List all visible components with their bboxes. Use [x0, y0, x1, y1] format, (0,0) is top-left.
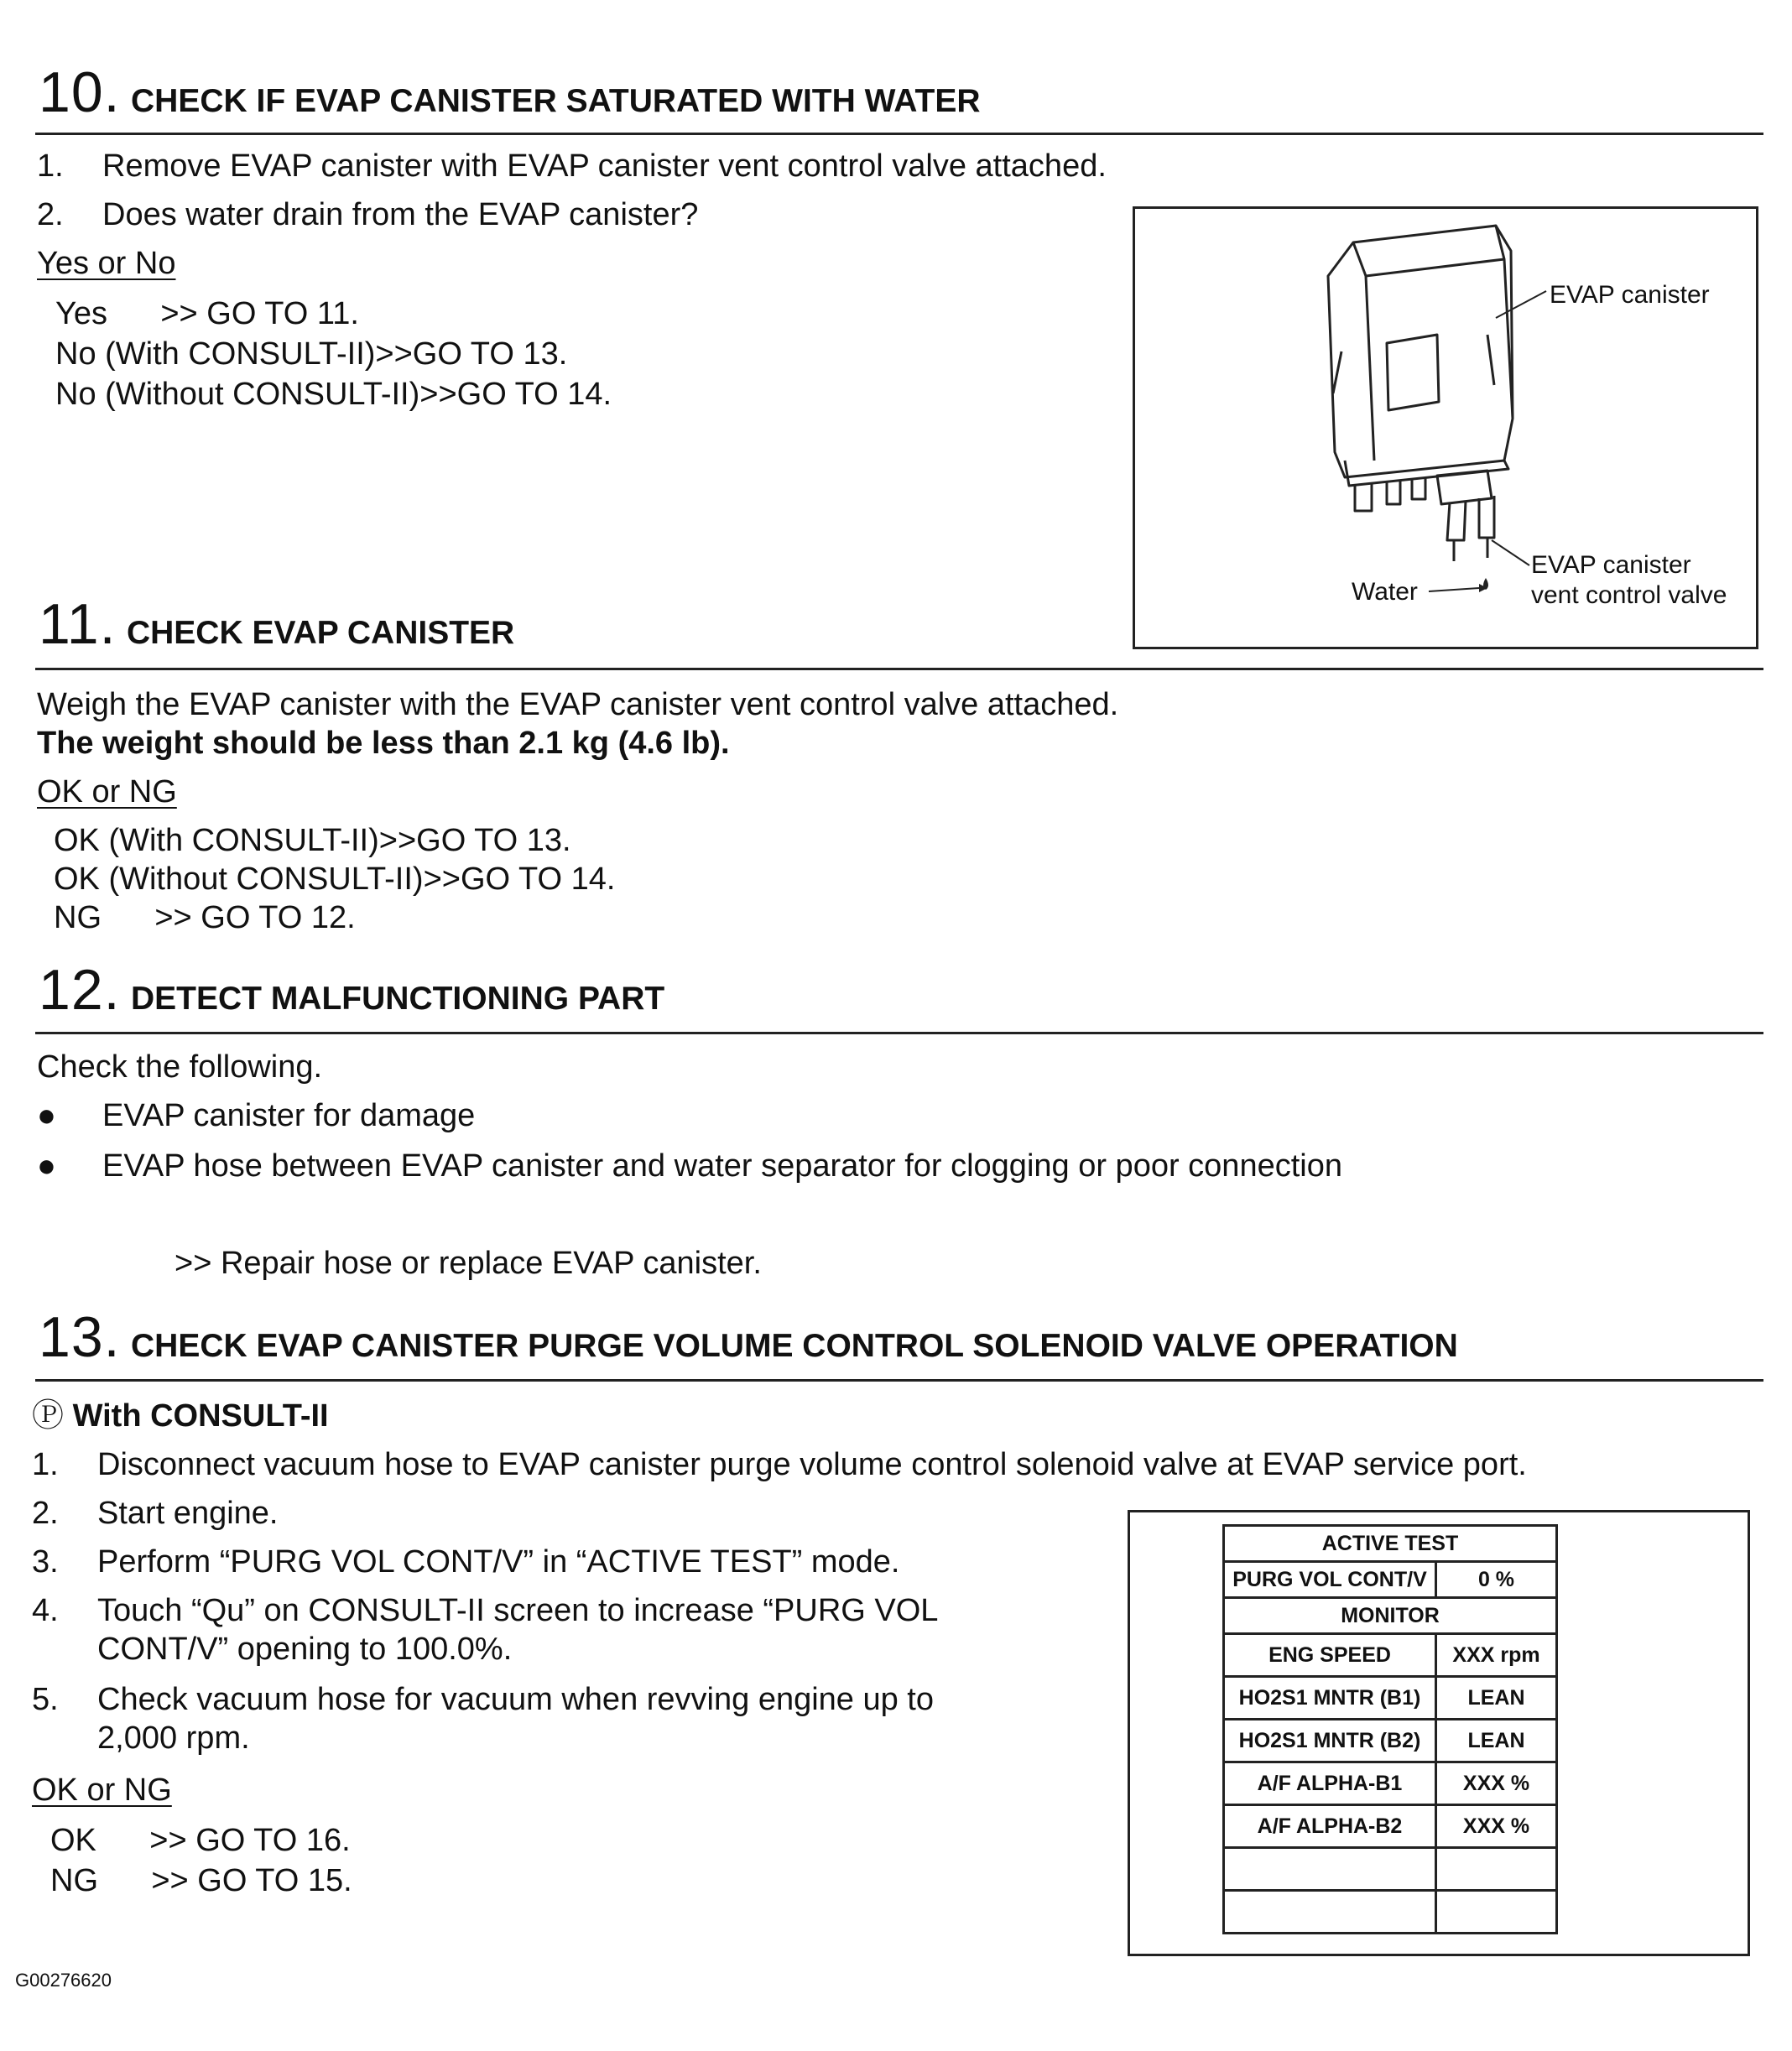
active-test-header: ACTIVE TEST	[1224, 1526, 1557, 1562]
monitor-value: XXX rpm	[1436, 1634, 1557, 1677]
result-line: Yes >> GO TO 11.	[55, 296, 359, 331]
test-item-value: 0 %	[1436, 1562, 1557, 1598]
divider	[35, 668, 1763, 670]
monitor-value: LEAN	[1436, 1720, 1557, 1762]
empty-cell	[1436, 1891, 1557, 1934]
bullet-dot: ●	[37, 1148, 56, 1184]
choice-heading: OK or NG	[32, 1773, 172, 1808]
monitor-label: ENG SPEED	[1224, 1634, 1436, 1677]
step-10-item-2: 2. Does water drain from the EVAP canister?	[37, 197, 699, 232]
monitor-label: A/F ALPHA-B2	[1224, 1805, 1436, 1848]
monitor-value: XXX %	[1436, 1762, 1557, 1805]
consult-screen-figure	[1128, 1510, 1750, 1956]
consult-icon: Ⓟ	[32, 1398, 65, 1434]
empty-cell	[1224, 1848, 1436, 1891]
step-13-item-5: 5. Check vacuum hose for vacuum when revving engine up to	[32, 1682, 934, 1717]
divider	[35, 133, 1763, 135]
step-title: CHECK EVAP CANISTER	[126, 615, 515, 651]
monitor-label: A/F ALPHA-B1	[1224, 1762, 1436, 1805]
step-number: 12.	[39, 958, 121, 1022]
monitor-label: HO2S1 MNTR (B1)	[1224, 1677, 1436, 1720]
empty-cell	[1436, 1848, 1557, 1891]
step-11-text: Weigh the EVAP canister with the EVAP canister vent control valve attached.	[37, 687, 1119, 722]
result-line: OK (Without CONSULT-II)>>GO TO 14.	[54, 862, 616, 897]
step-12-intro: Check the following.	[37, 1049, 323, 1085]
step-number: 10.	[39, 60, 121, 124]
step-11-spec: The weight should be less than 2.1 kg (4.6 lb).	[37, 726, 730, 761]
result-line: OK (With CONSULT-II)>>GO TO 13.	[54, 823, 571, 858]
step-13-subheading: Ⓟ With CONSULT-II	[32, 1398, 329, 1434]
step-13-item-4-cont: CONT/V” opening to 100.0%.	[97, 1632, 513, 1667]
result-line: NG >> GO TO 15.	[50, 1863, 352, 1898]
monitor-value: LEAN	[1436, 1677, 1557, 1720]
step-12-heading	[39, 958, 665, 1022]
choice-heading: Yes or No	[37, 246, 176, 281]
step-13-heading	[39, 1305, 1458, 1369]
step-13-item-5-cont: 2,000 rpm.	[97, 1720, 250, 1756]
figure-code: G00276620	[15, 1970, 112, 1991]
label-vent-valve-line2: vent control valve	[1531, 581, 1727, 609]
step-13-item-3: 3. Perform “PURG VOL CONT/V” in “ACTIVE TEST” mode.	[32, 1544, 900, 1580]
divider	[35, 1379, 1763, 1382]
evap-canister-figure	[1133, 206, 1758, 649]
step-12-result: >> Repair hose or replace EVAP canister.	[175, 1246, 762, 1281]
label-water: Water	[1352, 578, 1418, 606]
bullet-item: ● EVAP canister for damage	[37, 1097, 475, 1136]
choice-heading: OK or NG	[37, 774, 177, 809]
label-evap-canister: EVAP canister	[1550, 281, 1710, 309]
result-line: NG >> GO TO 12.	[54, 900, 356, 935]
step-title: DETECT MALFUNCTIONING PART	[130, 981, 665, 1017]
step-13-item-2: 2. Start engine.	[32, 1496, 279, 1531]
bullet-item: ● EVAP hose between EVAP canister and water separator for clogging or poor connection	[37, 1148, 1342, 1186]
step-title: CHECK IF EVAP CANISTER SATURATED WITH WATER	[130, 83, 981, 119]
step-11-heading	[39, 592, 515, 656]
result-line: No (Without CONSULT-II)>>GO TO 14.	[55, 377, 612, 412]
step-number: 13.	[39, 1305, 121, 1369]
label-vent-valve-line1: EVAP canister	[1531, 551, 1691, 579]
monitor-value: XXX %	[1436, 1805, 1557, 1848]
test-item-label: PURG VOL CONT/V	[1224, 1562, 1436, 1598]
monitor-header: MONITOR	[1224, 1598, 1557, 1634]
step-13-item-1: 1. Disconnect vacuum hose to EVAP canister purge volume control solenoid valve at EVAP service port.	[32, 1447, 1527, 1482]
monitor-label: HO2S1 MNTR (B2)	[1224, 1720, 1436, 1762]
result-line: No (With CONSULT-II)>>GO TO 13.	[55, 336, 568, 372]
bullet-dot: ●	[37, 1098, 56, 1133]
active-test-table	[1222, 1524, 1558, 1934]
divider	[35, 1032, 1763, 1034]
result-line: OK >> GO TO 16.	[50, 1823, 351, 1858]
step-10-item-1: 1. Remove EVAP canister with EVAP canister vent control valve attached.	[37, 148, 1107, 184]
step-10-heading	[39, 60, 981, 124]
empty-cell	[1224, 1891, 1436, 1934]
step-13-item-4: 4. Touch “Qu” on CONSULT-II screen to increase “PURG VOL	[32, 1593, 939, 1628]
step-number: 11.	[39, 592, 117, 656]
step-title: CHECK EVAP CANISTER PURGE VOLUME CONTROL SOLENOID VALVE OPERATION	[130, 1328, 1458, 1364]
